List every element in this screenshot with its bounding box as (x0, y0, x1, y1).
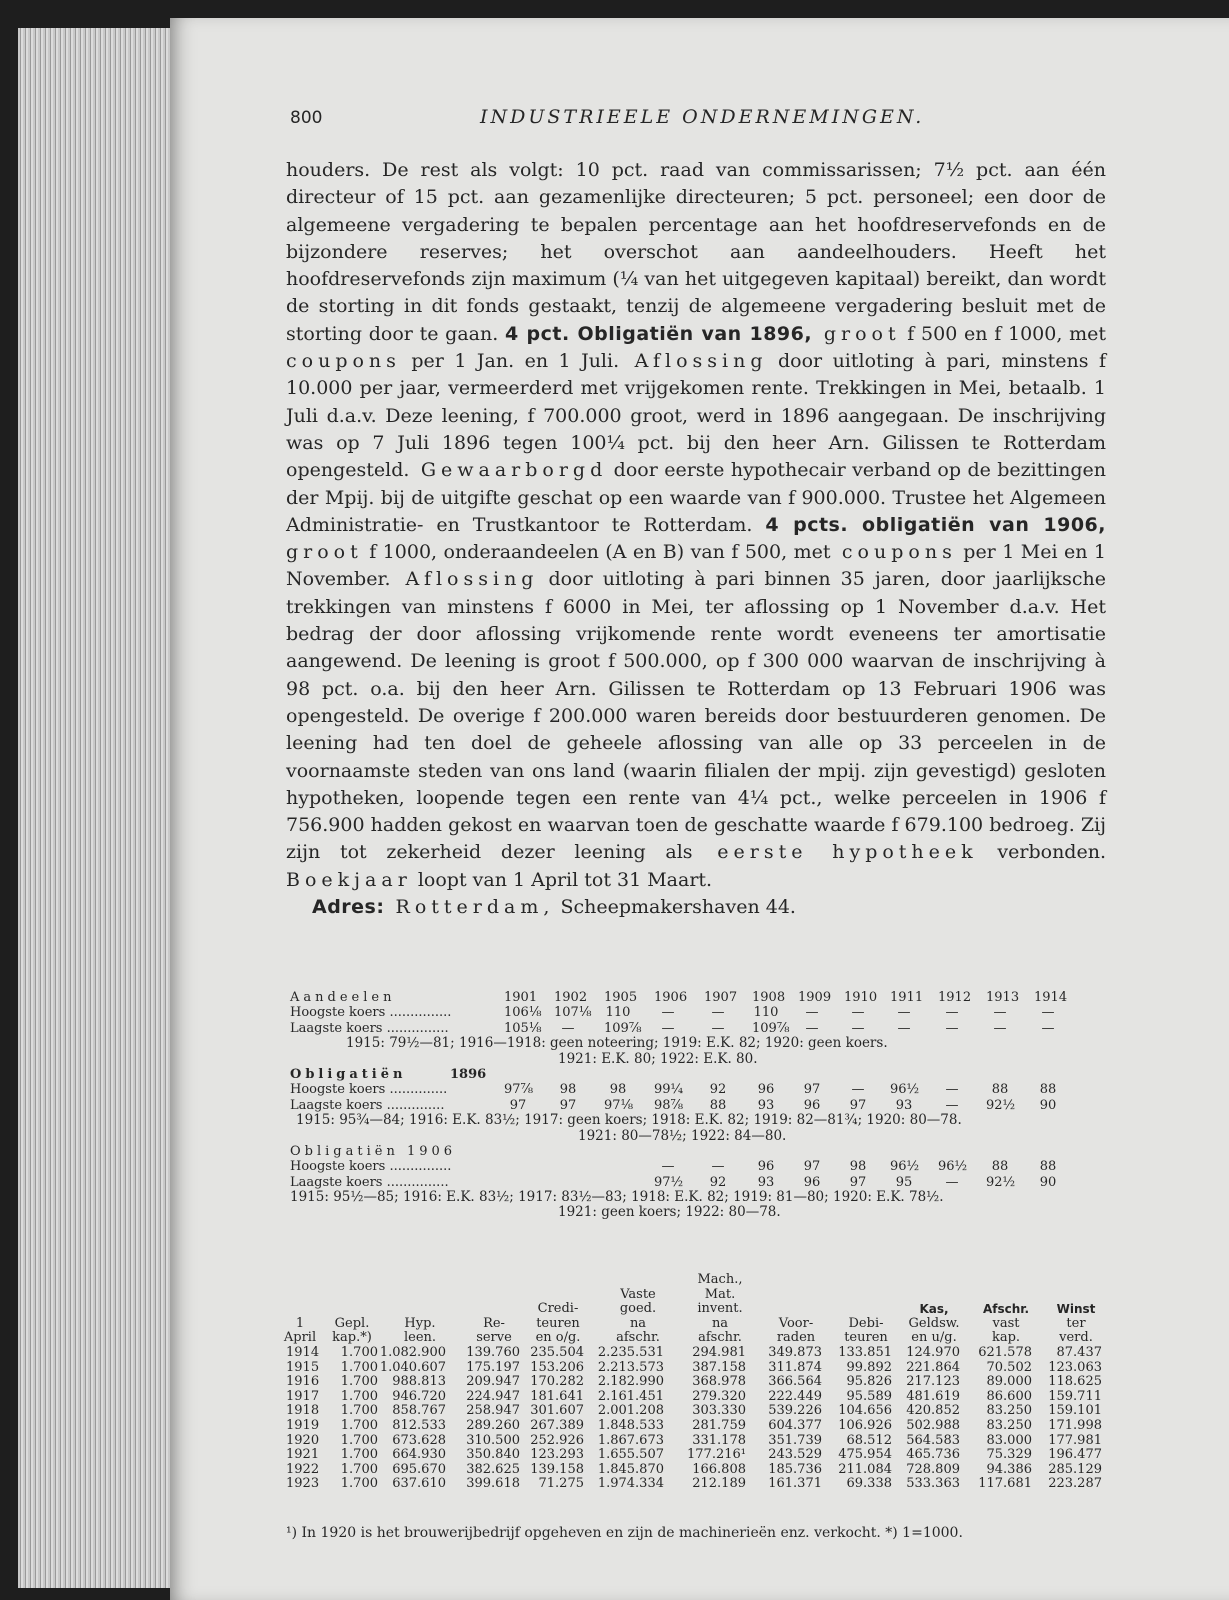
fin-header-cell: 1 (295, 1315, 305, 1331)
fin-cell: 1921 (286, 1447, 320, 1463)
text-segment: f 1000, onderaandeelen (A en B) van f 500, met (362, 541, 831, 564)
fin-cell: 159.711 (1048, 1388, 1102, 1404)
cell: 92½ (986, 1174, 1016, 1190)
row-label: Laagste koers ............... (290, 1174, 449, 1190)
fin-cell: 1.867.673 (597, 1432, 664, 1448)
fin-cell: 1920 (286, 1432, 320, 1448)
fin-cell: 175.197 (466, 1359, 520, 1375)
fin-cell: 481.619 (906, 1388, 960, 1404)
cell: 1907 (704, 990, 738, 1005)
cell: 88 (991, 1082, 1009, 1098)
fin-cell: 1915 (286, 1359, 320, 1375)
cell: — (661, 1159, 675, 1175)
spaced-term: Gewaarborgd (409, 459, 608, 482)
fin-cell: 104.656 (838, 1403, 892, 1419)
fin-cell: 303.330 (692, 1403, 746, 1419)
quote-note: 1915: 95¾—84; 1916: E.K. 83½; 1917: geen koers; 1918: E.K. 82; 1919: 82—81¾; 1920: 80—78. (296, 1112, 962, 1129)
fin-cell: 252.926 (530, 1432, 584, 1448)
fin-cell: 71.275 (538, 1476, 584, 1492)
fin-cell: 1917 (286, 1388, 320, 1404)
fin-cell: 89.000 (986, 1374, 1032, 1390)
cell: — (945, 1174, 959, 1190)
spaced-term: Boekjaar (286, 868, 412, 891)
cell: — (897, 1020, 911, 1036)
fin-header-cell: Mach., (697, 1272, 743, 1287)
fin-cell: 1922 (286, 1461, 320, 1477)
spaced-term: groot (286, 541, 363, 564)
cell: 1906 (654, 990, 688, 1005)
fin-cell: 1.655.507 (597, 1447, 664, 1463)
fin-cell: 177.981 (1048, 1432, 1102, 1448)
fin-cell: 1.700 (340, 1447, 378, 1463)
cell: — (851, 1005, 865, 1021)
cell: 1901 (504, 990, 538, 1005)
fin-cell: 502.988 (906, 1417, 960, 1433)
fin-cell: 258.947 (466, 1403, 520, 1419)
cell: 96 (757, 1159, 775, 1175)
cell: — (805, 1020, 819, 1036)
cell: 97 (849, 1097, 867, 1113)
cell: — (561, 1020, 575, 1036)
fin-cell: 350.840 (466, 1447, 520, 1463)
fin-cell: 604.377 (768, 1417, 822, 1433)
cell: 88 (991, 1159, 1009, 1175)
fin-cell: 224.947 (466, 1388, 520, 1404)
body-text (286, 157, 1106, 921)
fin-cell: 171.998 (1048, 1417, 1102, 1433)
text-segment: houders. De rest als volgt: 10 pct. raad van commissarissen; 7½ pct. aan één directeur of 15 pct. aan gezamenlijke directeuren; 5 pct. personeel; een door de algemeene vergadering te bepalen percentage aan het hoofdreservefonds en de bijzondere reserves; het overschot aan aandeelhouders. Heeft het hoofdreservefonds zijn maximum (¼ van het uitgegeven kapitaal) bereikt, dan wordt de storting in dit fonds gestaakt, tenzij de algemeene vergadering besluit met de storting door te gaan. (286, 159, 1106, 345)
cell: — (851, 1082, 865, 1098)
fin-cell: 399.618 (466, 1476, 520, 1492)
fin-cell: 222.449 (768, 1388, 822, 1404)
fin-header-cell: Afschr. (982, 1302, 1030, 1317)
fin-cell: 1.700 (340, 1417, 378, 1433)
row-label: Hoogste koers .............. (290, 1082, 448, 1098)
running-header (290, 106, 1190, 128)
quote-note: 1921: 80—78½; 1922: 84—80. (578, 1127, 787, 1144)
cell: 1908 (752, 990, 786, 1005)
spaced-term: groot (812, 322, 901, 345)
text-segment: door uitloting à pari binnen 35 jaren, door jaarlijksche trekkingen van minstens f 6000 in Mei, ter aflossing op 1 November d.a.v. Het bedrag der door aflossing vrijkomende rente wordt eveneens ter amortisatie aangewend. De leening is groot f 500.000, op f 300 000 waarvan de inschrijving à 98 pct. o.a. bij den heer Arn. Gilissen te Rotterdam op 13 Februari 1906 was opengesteld. De overige f 200.000 waren bereids door bestuurderen genomen. De leening had ten doel de geheele aflossing van alle op 33 perceelen in de voornaamste steden van ons land (waarin filialen der mpij. zijn gevestigd) gesloten hypotheken, loopende tegen een rente van 4¼ pct., welke perceelen in 1906 f 756.900 hadden gekost en waarvan toen de geschatte waarde f 679.100 bedroeg. Zij zijn tot zekerheid dezer leening als (286, 568, 1107, 864)
fin-cell: 83.250 (986, 1417, 1032, 1433)
fin-cell: 1.700 (340, 1403, 378, 1419)
spaced-term: coupons (286, 350, 401, 373)
fin-header-cell: afschr. (698, 1330, 742, 1346)
fin-cell: 349.873 (768, 1344, 822, 1360)
fin-cell: 1.974.334 (597, 1476, 664, 1492)
fin-cell: 368.978 (692, 1374, 746, 1390)
fin-cell: 133.851 (838, 1344, 892, 1360)
fin-cell: 69.338 (846, 1476, 892, 1492)
cell: 95 (895, 1174, 913, 1190)
fin-header-cell: en o/g. (535, 1330, 581, 1346)
fin-cell: 420.852 (906, 1403, 960, 1419)
fin-cell: 1.040.607 (379, 1359, 446, 1375)
fin-header-cell: na (629, 1315, 647, 1331)
cell: 1914 (1034, 990, 1068, 1005)
cell: 93 (757, 1174, 775, 1190)
quote-note: 1915: 95½—85; 1916: E.K. 83½; 1917: 83½—83; 1918: E.K. 82; 1919: 81—80; 1920: E.K. 78½. (290, 1189, 944, 1206)
page-number: 800 (290, 108, 323, 128)
fin-header-cell: na (711, 1315, 729, 1331)
cell: 1905 (604, 990, 638, 1005)
fin-header-cell: goed. (619, 1301, 657, 1317)
spaced-term: coupons (830, 541, 957, 564)
heading-obligaties-1906: 4 pcts. obligatiën van 1906, (765, 513, 1106, 536)
fin-header-cell: Re- (483, 1315, 505, 1331)
footnote-text: ¹) In 1920 is het brouwerijbedrijf opgeheven en zijn de machinerieën enz. verkocht. (286, 1525, 881, 1541)
section-label: Obligatiën (290, 1066, 407, 1082)
running-title: INDUSTRIEELE ONDERNEMINGEN. (480, 106, 925, 128)
fin-cell: 311.874 (768, 1359, 822, 1375)
cell: 92½ (986, 1097, 1016, 1113)
fin-cell: 2.182.990 (597, 1374, 664, 1390)
cell: 110 (605, 1005, 631, 1021)
cell: 109⅞ (752, 1020, 790, 1036)
quote-note: 1915: 79½—81; 1916—1918: geen noteering; 1919: E.K. 82; 1920: geen koers. (346, 1035, 888, 1052)
cell: 96½ (890, 1082, 920, 1098)
fin-cell: 161.371 (768, 1476, 822, 1492)
cell: 98 (849, 1159, 867, 1175)
fin-cell: 267.389 (530, 1417, 584, 1433)
cell: 97⅛ (604, 1097, 634, 1113)
row-label: Hoogste koers ............... (290, 1005, 452, 1021)
text-segment: f 500 en f 1000, met (900, 322, 1106, 345)
fin-header-cell: teuren (844, 1330, 888, 1346)
cell: — (711, 1020, 725, 1036)
cell: 97 (559, 1097, 577, 1113)
cell: 90 (1039, 1097, 1057, 1113)
fin-cell: 695.670 (392, 1461, 446, 1477)
fin-cell: 196.477 (1048, 1447, 1102, 1463)
spaced-term: eerste hypotheek (692, 841, 978, 864)
address-line (286, 894, 1106, 921)
row-label: Laagste koers .............. (290, 1097, 445, 1113)
cell: 96 (757, 1082, 775, 1098)
fin-cell: 366.564 (768, 1374, 822, 1390)
fin-cell: 1.700 (340, 1432, 378, 1448)
cell: — (661, 1005, 675, 1021)
fin-header-cell: kap.*) (332, 1330, 372, 1346)
fin-cell: 533.363 (906, 1476, 960, 1492)
cell: — (993, 1005, 1007, 1021)
section-label: Obligatiën 1906 (290, 1143, 457, 1159)
fin-cell: 170.282 (530, 1374, 584, 1390)
fin-cell: 106.926 (838, 1417, 892, 1433)
fin-cell: 223.287 (1048, 1476, 1102, 1492)
fin-header-cell: ter (1066, 1315, 1086, 1331)
text-segment: door eerste hypothecair verband op de bezittingen der Mpij. bij de uitgifte geschat op een waarde van f 900.000. Trustee het Algemeen Administratie- en Trustkantoor te Rotterdam. (286, 459, 1106, 536)
fin-header-cell: invent. (697, 1301, 743, 1317)
cell: 97 (509, 1097, 527, 1113)
cell: 1910 (844, 990, 878, 1005)
cell: 1912 (938, 990, 972, 1005)
fin-cell: 118.625 (1048, 1374, 1102, 1390)
address-city: Rotterdam, (384, 896, 555, 919)
fin-cell: 83.250 (986, 1403, 1032, 1419)
fin-header-cell: Geldsw. (908, 1315, 960, 1331)
fin-cell: 1919 (286, 1417, 320, 1433)
fin-cell: 217.123 (906, 1374, 960, 1390)
fin-cell: 539.226 (768, 1403, 822, 1419)
fin-cell: 70.502 (986, 1359, 1032, 1375)
fin-cell: 212.189 (692, 1476, 746, 1492)
fin-cell: 310.500 (466, 1432, 520, 1448)
fin-cell: 124.970 (906, 1344, 960, 1360)
fin-cell: 1916 (286, 1374, 320, 1390)
text-segment: door uitloting à pari, minstens f 10.000 per jaar, vermeerderd met vrijgekomen rente. Trekkingen in Mei, betaalb. 1 Juli d.a.v. Deze leening, f 700.000 groot, werd in 1896 aangegaan. De inschrijving was op 7 Juli 1896 tegen 100¼ pct. bij den heer Arn. Gilissen te Rotterdam opengesteld. (286, 350, 1107, 482)
cell: 1902 (554, 990, 588, 1005)
cell: — (993, 1020, 1007, 1036)
address-street: Scheepmakershaven 44. (554, 896, 796, 919)
fin-cell: 221.864 (906, 1359, 960, 1375)
fin-cell: 2.235.531 (597, 1344, 664, 1360)
fin-cell: 673.628 (392, 1432, 446, 1448)
fin-cell: 95.589 (846, 1388, 892, 1404)
fin-cell: 387.158 (692, 1359, 746, 1375)
fin-cell: 209.947 (466, 1374, 520, 1390)
cell: 92 (709, 1082, 727, 1098)
fin-cell: 279.320 (692, 1388, 746, 1404)
cell: 105⅛ (504, 1020, 542, 1036)
fin-cell: 664.930 (392, 1447, 446, 1463)
cell: — (945, 1097, 959, 1113)
fin-cell: 382.625 (466, 1461, 520, 1477)
fin-header-cell: Gepl. (334, 1315, 370, 1331)
fin-cell: 1.700 (340, 1344, 378, 1360)
fin-cell: 94.386 (986, 1461, 1032, 1477)
fin-header-cell: raden (776, 1330, 816, 1346)
fin-cell: 301.607 (530, 1403, 584, 1419)
fin-cell: 139.158 (530, 1461, 584, 1477)
heading-obligaties-1896: 4 pct. Obligatiën van 1896, (505, 322, 813, 345)
cell: 99¼ (654, 1082, 684, 1098)
fin-cell: 1.700 (340, 1359, 378, 1375)
address-label: Adres: (312, 896, 385, 919)
cell: 96 (803, 1097, 821, 1113)
cell: — (945, 1005, 959, 1021)
cell: 110 (753, 1005, 779, 1021)
cell: 92 (709, 1174, 727, 1190)
cell: — (661, 1020, 675, 1036)
fin-cell: 1.848.533 (597, 1417, 664, 1433)
cell: 98⅞ (654, 1097, 684, 1113)
fin-cell: 946.720 (392, 1388, 446, 1404)
cell: 88 (1039, 1082, 1057, 1098)
fin-header-cell: Mat. (704, 1286, 736, 1302)
fin-header-cell: Hyp. (404, 1315, 436, 1331)
text-segment: loopt van 1 April tot 31 Maart. (411, 868, 713, 891)
fin-cell: 2.161.451 (597, 1388, 664, 1404)
fin-header-cell: Voor- (778, 1315, 814, 1331)
fin-cell: 988.813 (392, 1374, 446, 1390)
fin-cell: 166.808 (692, 1461, 746, 1477)
fin-cell: 211.084 (838, 1461, 892, 1477)
fin-cell: 1.700 (340, 1374, 378, 1390)
row-label: Hoogste koers ............... (290, 1159, 452, 1175)
fin-cell: 177.216¹ (687, 1447, 746, 1463)
fin-cell: 243.529 (768, 1447, 822, 1463)
fin-cell: 123.063 (1048, 1359, 1102, 1375)
fin-cell: 858.767 (392, 1403, 446, 1419)
fin-header-cell: Debi- (848, 1315, 884, 1331)
table-header-label: Aandeelen (290, 990, 396, 1005)
fin-cell: 289.260 (466, 1417, 520, 1433)
fin-cell: 95.826 (846, 1374, 892, 1390)
cell: 1913 (986, 990, 1020, 1005)
footnote-unit: *) 1=1000. (880, 1525, 963, 1541)
fin-cell: 1923 (286, 1476, 320, 1492)
fin-cell: 637.610 (392, 1476, 446, 1492)
cell: — (711, 1005, 725, 1021)
quote-note: 1921: geen koers; 1922: 80—78. (558, 1204, 781, 1221)
fin-cell: 564.583 (906, 1432, 960, 1448)
fin-header-cell: Kas, (919, 1302, 949, 1317)
cell: 98 (559, 1082, 577, 1098)
fin-header-cell: en u/g. (911, 1330, 957, 1346)
text-segment: verbonden. (977, 841, 1106, 864)
section-year: 1896 (450, 1066, 487, 1082)
fin-cell: 1.700 (340, 1388, 378, 1404)
fin-cell: 153.206 (530, 1359, 584, 1375)
fin-header-cell: afschr. (616, 1330, 660, 1346)
cell: 97 (803, 1082, 821, 1098)
cell: — (1041, 1020, 1055, 1036)
cell: — (851, 1020, 865, 1036)
cell: 96 (803, 1174, 821, 1190)
fin-cell: 285.129 (1048, 1461, 1102, 1477)
row-label: Laagste koers ............... (290, 1020, 449, 1036)
cell: 88 (1039, 1159, 1057, 1175)
cell: 97 (803, 1159, 821, 1175)
fin-header-cell: kap. (991, 1330, 1021, 1346)
quote-note: 1921: E.K. 80; 1922: E.K. 80. (558, 1050, 758, 1067)
fin-cell: 1.845.870 (597, 1461, 664, 1477)
cell: 93 (895, 1097, 913, 1113)
cell: 90 (1039, 1174, 1057, 1190)
cell: — (805, 1005, 819, 1021)
fin-cell: 86.600 (986, 1388, 1032, 1404)
fin-header-cell: Vaste (620, 1286, 656, 1302)
cell: 96½ (890, 1159, 920, 1175)
text-segment: per 1 Jan. en 1 Juli. (400, 350, 620, 373)
fin-cell: 75.329 (986, 1447, 1032, 1463)
fin-cell: 351.739 (768, 1432, 822, 1448)
fin-cell: 139.760 (466, 1344, 520, 1360)
cell: 1911 (890, 990, 924, 1005)
fin-cell: 1.700 (340, 1461, 378, 1477)
fin-cell: 294.981 (692, 1344, 746, 1360)
cell: 98 (609, 1082, 627, 1098)
footnote (286, 1525, 1106, 1542)
spaced-term: Aflossing (390, 568, 539, 591)
fin-header-cell: teuren (536, 1315, 580, 1331)
fin-header-cell: vast (992, 1315, 1020, 1331)
fin-cell: 621.578 (978, 1344, 1032, 1360)
fin-cell: 235.504 (530, 1344, 584, 1360)
spaced-term: Aflossing (619, 350, 768, 373)
cell: — (945, 1020, 959, 1036)
fin-header-cell: Credi- (537, 1301, 579, 1317)
fin-cell: 728.809 (906, 1461, 960, 1477)
fin-cell: 1.700 (340, 1476, 378, 1492)
fin-cell: 181.641 (530, 1388, 584, 1404)
fin-header-cell: April (283, 1330, 317, 1346)
cell: 1909 (798, 990, 832, 1005)
fin-cell: 87.437 (1056, 1344, 1102, 1360)
fin-cell: 185.736 (768, 1461, 822, 1477)
fin-header-cell: Winst (1056, 1302, 1096, 1317)
cell: — (1041, 1005, 1055, 1021)
fin-cell: 812.533 (392, 1417, 446, 1433)
cell: 97½ (654, 1174, 684, 1190)
cell: — (711, 1159, 725, 1175)
cell: 106⅛ (504, 1005, 542, 1021)
fin-cell: 2.001.208 (597, 1403, 664, 1419)
fin-header-cell: verd. (1059, 1330, 1093, 1346)
fin-cell: 1918 (286, 1403, 320, 1419)
fin-cell: 1914 (286, 1344, 320, 1360)
fin-cell: 99.892 (846, 1359, 892, 1375)
text-segment: per 1 Mei en 1 November. (286, 541, 1106, 591)
cell: — (945, 1082, 959, 1098)
fin-cell: 465.736 (906, 1447, 960, 1463)
fin-cell: 475.954 (838, 1447, 892, 1463)
fin-cell: 123.293 (530, 1447, 584, 1463)
cell: 107⅛ (554, 1005, 592, 1021)
fin-cell: 281.759 (692, 1417, 746, 1433)
cell: 97⅞ (504, 1082, 534, 1098)
fin-cell: 117.681 (978, 1476, 1032, 1492)
cell: 93 (757, 1097, 775, 1113)
fin-cell: 1.082.900 (379, 1344, 446, 1360)
fin-header-cell: serve (476, 1330, 512, 1346)
fin-cell: 83.000 (986, 1432, 1032, 1448)
fin-header-cell: leen. (403, 1330, 437, 1346)
fin-cell: 2.213.573 (597, 1359, 664, 1375)
cell: 97 (849, 1174, 867, 1190)
cell: 88 (709, 1097, 727, 1113)
fin-cell: 68.512 (846, 1432, 892, 1448)
fin-cell: 331.178 (692, 1432, 746, 1448)
cell: 96½ (938, 1159, 968, 1175)
fin-cell: 159.101 (1048, 1403, 1102, 1419)
cell: — (897, 1005, 911, 1021)
cell: 109⅞ (604, 1020, 642, 1036)
